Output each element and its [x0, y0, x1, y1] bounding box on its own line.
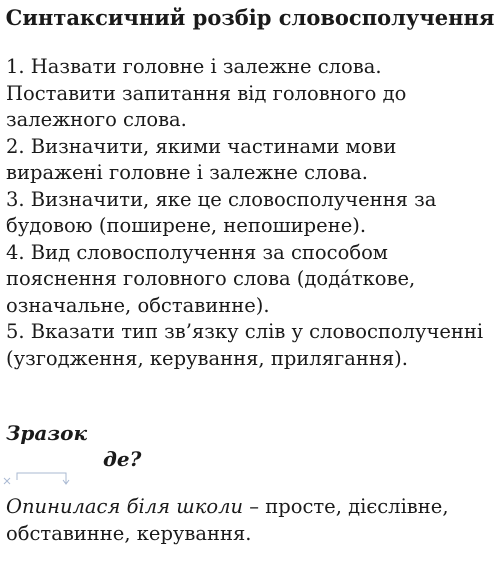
- steps-list: [6, 54, 496, 372]
- sample-label: Зразок: [6, 421, 88, 445]
- page-title: Синтаксичний розбір словосполучення: [5, 5, 495, 30]
- cross-icon: [4, 478, 10, 484]
- question-label: де?: [103, 447, 142, 471]
- step-2: 2. Визначити, якими частинами мови виражені головне і залежне слова.: [6, 134, 397, 184]
- step-3: 3. Визначити, яке це словосполучення за будовою (поширене, непоширене).: [6, 187, 437, 237]
- example-phrase: Опинилася біля школи: [6, 495, 244, 518]
- step-1: 1. Назвати головне і залежне слова. Поставити запитання від головного до залежного слова.: [6, 55, 407, 131]
- dependency-arrow-icon: [17, 473, 69, 484]
- parsing-scheme-lines: [0, 470, 100, 492]
- example-sentence: [6, 494, 496, 547]
- step-4: 4. Вид словосполучення за способом пояснення головного слова (дода́ткове, означальне, обставинне).: [6, 240, 416, 317]
- example-analysis: – просте, дієслівне, обставинне, керування.: [6, 495, 449, 545]
- step-5: 5. Вказати тип зв’язку слів у словосполученні (узгодження, керування, прилягання).: [6, 320, 484, 370]
